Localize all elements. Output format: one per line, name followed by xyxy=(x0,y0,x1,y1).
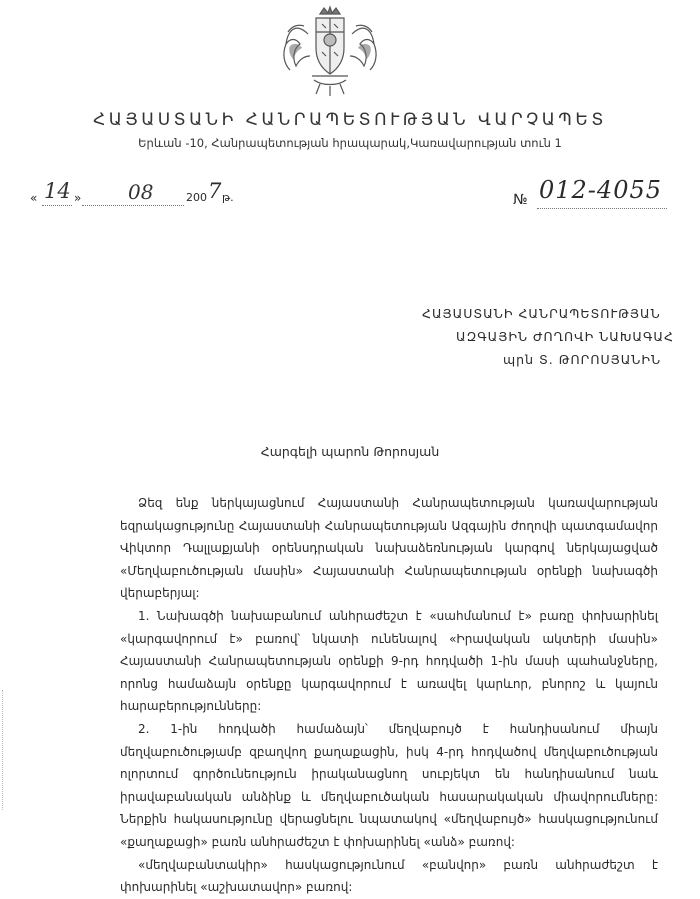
number-sign: № xyxy=(513,192,528,208)
date-year-prefix: 200 xyxy=(186,191,207,204)
recipient-line-3: պրն Տ. ԹՈՐՈՍՅԱՆԻՆ xyxy=(503,352,662,367)
body-paragraph: 1. Նախագծի նախաբանում անհրաժեշտ է «սահմանում է» բառը փոխարինել «կարգավորում է» բառով՝ նկատի ունենալով «Իրավական ակտերի մասին» Հայաստանի Հանրապետության օրենքի 9-րդ հոդվածի 1-ին մասի պահանջները, որոնց համաձայն օրենքը կարգավորում է առավել կարևոր, բնորոշ և կայուն հարաբերությունները: xyxy=(120,608,658,714)
number-underline xyxy=(537,208,667,209)
scan-edge-marks xyxy=(2,690,6,810)
document-number xyxy=(513,176,683,214)
date-month: 08 xyxy=(128,180,154,204)
date-close-quote: » xyxy=(74,191,82,205)
date-day: 14 xyxy=(44,179,71,203)
recipient-line-1: ՀԱՅԱՍՏԱՆԻ ՀԱՆՐԱՊԵՏՈՒԹՅԱՆ xyxy=(422,306,661,321)
coat-of-arms-emblem xyxy=(278,4,382,100)
issuer-title: ՀԱՅԱՍՏԱՆԻ ՀԱՆՐԱՊԵՏՈՒԹՅԱՆ ՎԱՐՉԱՊԵՏ xyxy=(93,110,607,130)
body-paragraph: 2. 1-ին հոդվածի համաձայն՝ մեղվաբույծ է հանդիսանում միայն մեղվաբուծությամբ զբաղվող քաղաքացին, իսկ 4-րդ հոդվածով մեղվաբուծության ոլորտում գործունեություն իրականացնող սուբյեկտ են հանդիսանում նաև իրավաբանական անձինք և մեղվաբուծական հասարակական միավորումները: Ներքին հակասությունը վերացնելու նպատակով «մեղվաբույծ» հասկացությունում «քաղաքացի» բառն անհրաժեշտ է փոխարինել «անձ» բառով: xyxy=(120,721,658,849)
recipient-line-2: ԱԶԳԱՅԻՆ ԺՈՂՈՎԻ ՆԱԽԱԳԱՀ xyxy=(456,329,674,344)
salutation: Հարգելի պարոն Թորոսյան xyxy=(260,444,440,459)
letter-body xyxy=(120,492,658,899)
date-suffix: թ. xyxy=(222,191,234,204)
number-value: 012-4055 xyxy=(539,176,662,204)
body-paragraph: «մեղվաբանտակիր» հասկացությունում «բանվոր» բառն անհրաժեշտ է փոխարինել «աշխատավոր» բառով: xyxy=(120,857,658,895)
date-open-quote: « xyxy=(30,191,38,205)
issuer-address: Երևան -10, Հանրապետության հրապարակ,Կառավարության տուն 1 xyxy=(138,136,562,150)
date-year-digit: 7 xyxy=(208,179,222,203)
date-day-underline xyxy=(42,205,72,206)
date-month-underline xyxy=(82,205,184,206)
document-date xyxy=(30,179,270,213)
body-paragraph: Ձեզ ենք ներկայացնում Հայաստանի Հանրապետության կառավարության եզրակացությունը Հայաստանի Հանրապետության Ազգային ժողովի պատգամավոր Վիկտոր Դալլաքյանի օրենսդրական նախաձեռնության կարգով ներկայացված «Մեղվաբուծության մասին» Հայաստանի Հանրապետության օրենքի նախագծի վերաբերյալ: xyxy=(120,496,658,601)
